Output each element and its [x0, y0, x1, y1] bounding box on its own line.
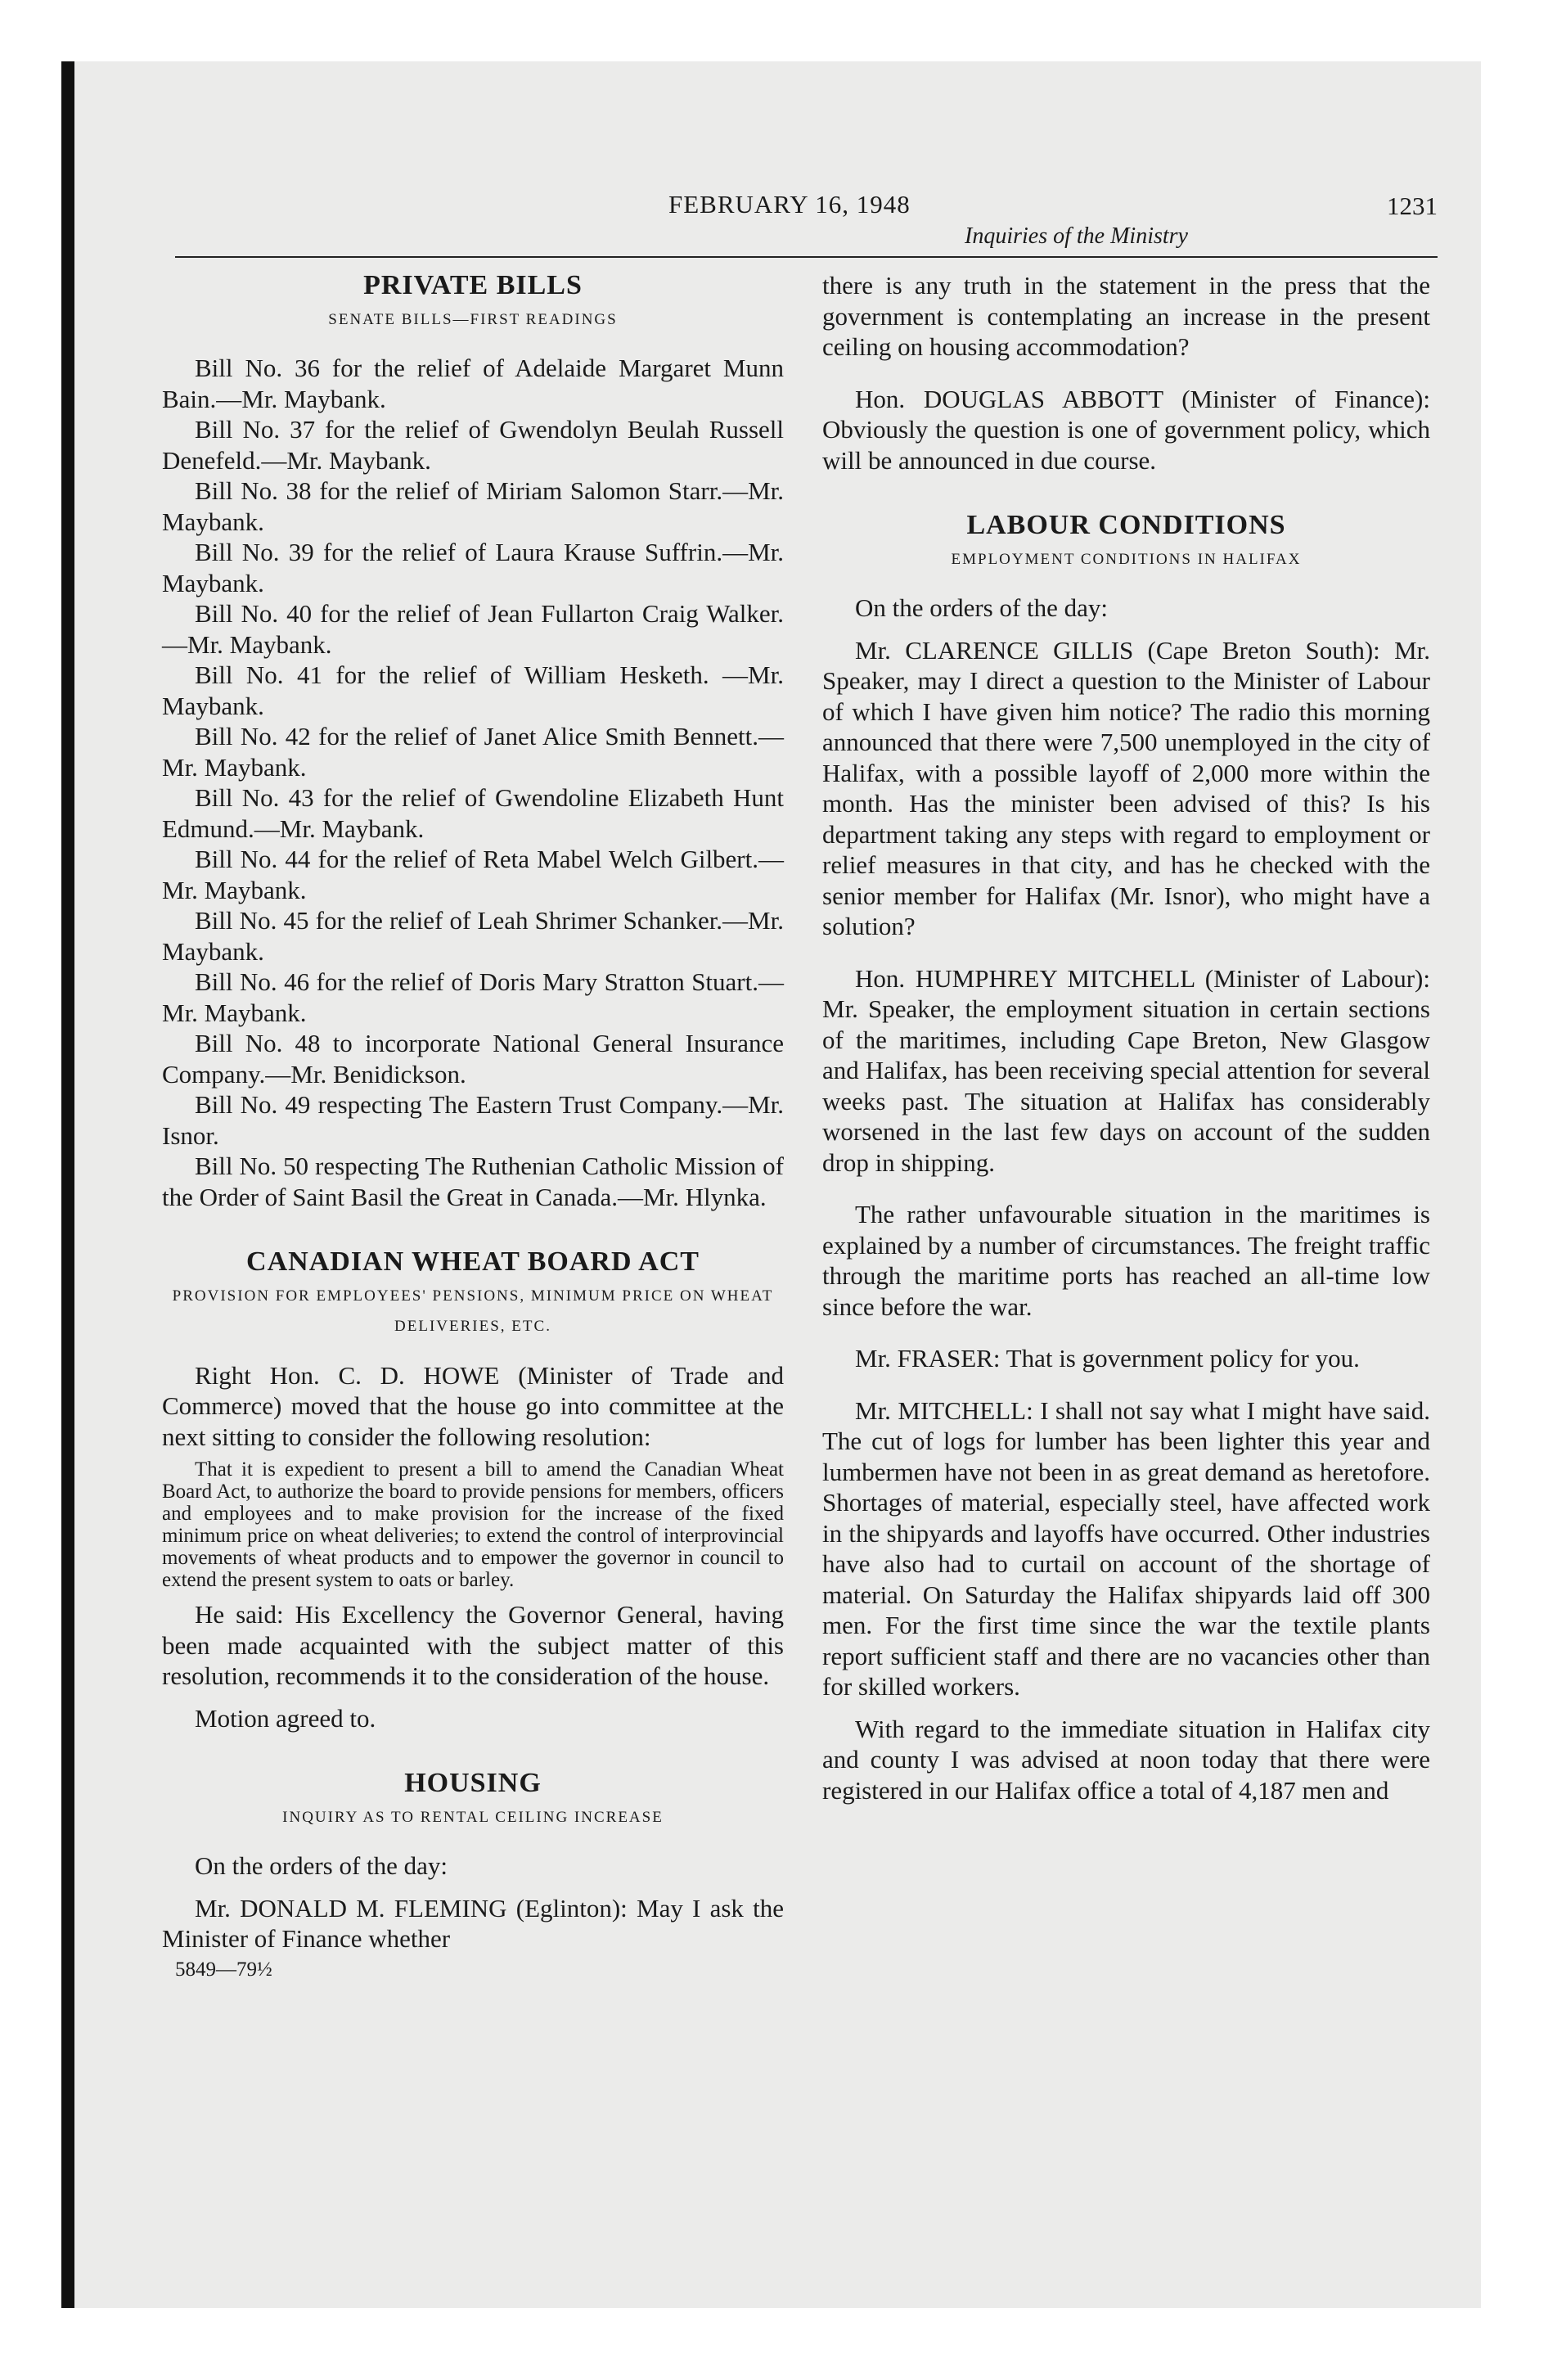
bill-50: Bill No. 50 respecting The Ruthenian Catholic Mission of the Order of Saint Basil the Great in Canada.—Mr. Hlynka.	[162, 1152, 784, 1211]
header-rule	[175, 256, 1438, 258]
wheat-board-subheading: PROVISION FOR EMPLOYEES' PENSIONS, MINIMUM PRICE ON WHEAT DELIVERIES, ETC.	[172, 1287, 774, 1335]
header-date: FEBRUARY 16, 1948	[668, 190, 911, 219]
orders-of-day-housing: On the orders of the day:	[195, 1851, 448, 1880]
bill-41: Bill No. 41 for the relief of William Hesketh. —Mr. Maybank.	[162, 660, 784, 720]
bill-42: Bill No. 42 for the relief of Janet Alice Smith Bennett.—Mr. Maybank.	[162, 722, 784, 782]
motion-agreed: Motion agreed to.	[195, 1703, 376, 1733]
resolution-text: That it is expedient to present a bill to amend the Canadian Wheat Board Act, to authorize the board to provide pensions for members, officers and employees and to make provision for the increase of the fixed minimum price on wheat deliveries; to extend the control of interprovincial movements of wheat products and to empower the governor in council to extend the present system to oats or barley.	[162, 1458, 784, 1591]
right-column	[822, 270, 1430, 1805]
bill-43: Bill No. 43 for the relief of Gwendoline Elizabeth Hunt Edmund.—Mr. Maybank.	[162, 783, 784, 843]
binding-edge	[61, 61, 74, 2308]
section-title: Inquiries of the Ministry	[965, 223, 1188, 249]
bill-44: Bill No. 44 for the relief of Reta Mabel Welch Gilbert.—Mr. Maybank.	[162, 845, 784, 904]
signature-mark: 5849—79½	[175, 1958, 272, 1981]
bill-36: Bill No. 36 for the relief of Adelaide Margaret Munn Bain.—Mr. Maybank.	[162, 354, 784, 413]
left-column	[162, 270, 784, 1985]
private-bills-subheading: SENATE BILLS—FIRST READINGS	[328, 310, 618, 328]
private-bills-heading: PRIVATE BILLS	[363, 270, 583, 300]
labour-heading: LABOUR CONDITIONS	[966, 510, 1286, 540]
mitchell-answer-4: With regard to the immediate situation in Halifax city and county I was advised at noon today that there were registered in our Halifax office a total of 4,187 men and	[822, 1714, 1430, 1805]
orders-of-day-labour: On the orders of the day:	[855, 593, 1109, 622]
bill-37: Bill No. 37 for the relief of Gwendolyn Beulah Russell Denefeld.—Mr. Maybank.	[162, 415, 784, 475]
fleming-question-continued: there is any truth in the statement in the press that the government is contemplating an increase in the present ceiling on housing accommodation?	[822, 271, 1430, 361]
bill-48: Bill No. 48 to incorporate National General Insurance Company.—Mr. Benidickson.	[162, 1029, 784, 1089]
running-header	[112, 123, 1438, 249]
wheat-board-heading: CANADIAN WHEAT BOARD ACT	[246, 1246, 700, 1277]
bill-45: Bill No. 45 for the relief of Leah Shrimer Schanker.—Mr. Maybank.	[162, 906, 784, 966]
he-said: He said: His Excellency the Governor General, having been made acquainted with the subject matter of this resolution, recommends it to the consideration of the house.	[162, 1600, 784, 1690]
abbott-answer: Hon. DOUGLAS ABBOTT (Minister of Finance): Obviously the question is one of government policy, which will be announced in due course.	[822, 384, 1430, 475]
fraser-remark: Mr. FRASER: That is government policy for you.	[855, 1344, 1360, 1373]
howe-motion: Right Hon. C. D. HOWE (Minister of Trade and Commerce) moved that the house go into committee at the next sitting to consider the following resolution:	[162, 1360, 784, 1451]
housing-heading: HOUSING	[404, 1768, 542, 1798]
gillis-question: Mr. CLARENCE GILLIS (Cape Breton South): Mr. Speaker, may I direct a question to the Minister of Labour of which I have given him notice? The radio this morning announced that there were 7,500 unemployed in the city of Halifax, with a possible layoff of 2,000 more within the month. Has the minister been advised of this? Is his department taking any steps with regard to employment or relief measures in that city, and has he checked with the senior member for Halifax (Mr. Isnor), who might have a solution?	[822, 635, 1430, 940]
bill-49: Bill No. 49 respecting The Eastern Trust Company.—Mr. Isnor.	[162, 1090, 784, 1150]
mitchell-answer-2: The rather unfavourable situation in the maritimes is explained by a number of circumstances. The freight traffic through the maritime ports has reached an all-time low since before the war.	[822, 1200, 1430, 1321]
bill-46: Bill No. 46 for the relief of Doris Mary Stratton Stuart.—Mr. Maybank.	[162, 967, 784, 1027]
mitchell-answer-3: Mr. MITCHELL: I shall not say what I might have said. The cut of logs for lumber has been lighter this year and lumbermen have not been in as great demand as heretofore. Shortages of material, especially steel, have affected work in the shipyards and layoffs have occurred. Other industries have also had to curtail on account of the shortage of material. On Saturday the Halifax shipyards laid off 300 men. For the first time since the war the textile plants report sufficient staff and there are no vacancies other than for skilled workers.	[822, 1395, 1430, 1701]
bill-39: Bill No. 39 for the relief of Laura Krause Suffrin.—Mr. Maybank.	[162, 538, 784, 597]
housing-subheading: INQUIRY AS TO RENTAL CEILING INCREASE	[282, 1808, 664, 1826]
mitchell-answer-1: Hon. HUMPHREY MITCHELL (Minister of Labour): Mr. Speaker, the employment situation in certain sections of the maritimes, including Cape Breton, New Glasgow and Halifax, has been receiving special attention for several weeks past. The situation at Halifax has considerably worsened in the last few days on account of the sudden drop in shipping.	[822, 963, 1430, 1177]
labour-subheading: EMPLOYMENT CONDITIONS IN HALIFAX	[951, 550, 1302, 568]
bill-38: Bill No. 38 for the relief of Miriam Salomon Starr.—Mr. Maybank.	[162, 476, 784, 536]
fleming-question: Mr. DONALD M. FLEMING (Eglinton): May I ask the Minister of Finance whether	[162, 1893, 784, 1953]
page-number: 1231	[1387, 192, 1438, 220]
bill-40: Bill No. 40 for the relief of Jean Fullarton Craig Walker.—Mr. Maybank.	[162, 599, 784, 659]
